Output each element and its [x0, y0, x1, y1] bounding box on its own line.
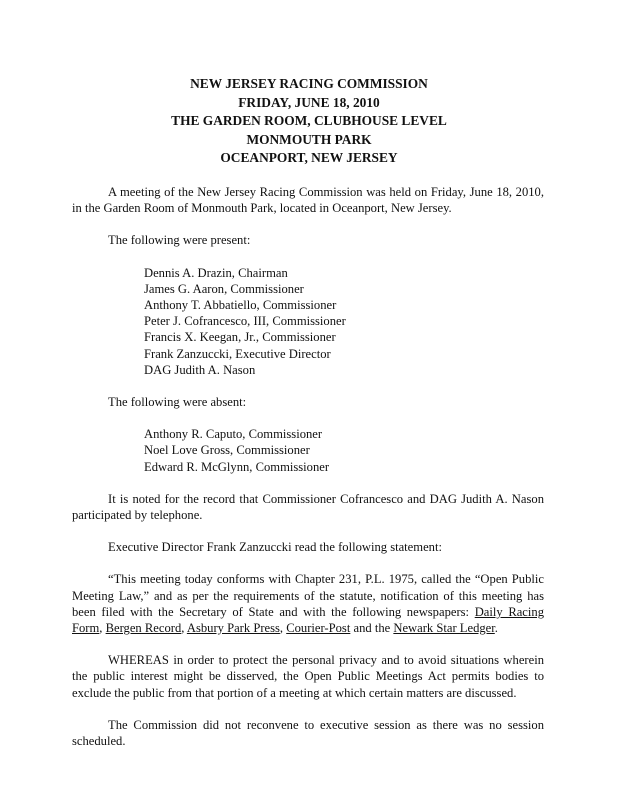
- header-line-room: THE GARDEN ROOM, CLUBHOUSE LEVEL: [171, 113, 447, 128]
- header-line-location: OCEANPORT, NEW JERSEY: [220, 150, 398, 165]
- list-item: DAG Judith A. Nason: [144, 362, 256, 377]
- newspaper-courier-post: Courier-Post: [286, 621, 351, 636]
- list-item: Frank Zanzuccki, Executive Director: [144, 346, 331, 361]
- newspaper-daily-racing-form: Daily Racing Form: [72, 604, 544, 636]
- statement-intro: Executive Director Frank Zanzuccki read the following statement:: [108, 540, 442, 555]
- document-body: [72, 184, 544, 749]
- absent-heading: The following were absent:: [108, 395, 247, 410]
- separator: ,: [181, 621, 187, 636]
- list-item: Peter J. Cofrancesco, III, Commissioner: [144, 314, 346, 329]
- list-item: Anthony R. Caputo, Commissioner: [144, 427, 323, 442]
- list-item: Noel Love Gross, Commissioner: [144, 443, 310, 458]
- present-heading: The following were present:: [108, 233, 251, 248]
- header-line-venue: MONMOUTH PARK: [246, 131, 372, 147]
- header-line-date: FRIDAY, JUNE 18, 2010: [238, 94, 380, 110]
- separator: ,: [99, 621, 106, 636]
- newspaper-asbury-park-press: Asbury Park Press: [186, 621, 280, 636]
- present-list: [72, 265, 544, 378]
- statement-paragraph: [72, 571, 544, 636]
- period: .: [494, 621, 498, 636]
- header-line-organization: NEW JERSEY RACING COMMISSION: [190, 76, 428, 91]
- separator: ,: [279, 621, 287, 636]
- intro-paragraph: A meeting of the New Jersey Racing Commission was held on Friday, June 18, 2010, in the Garden Room of Monmouth Park, located in Oceanport, New Jersey.: [72, 185, 544, 216]
- telephone-note-paragraph: It is noted for the record that Commissioner Cofrancesco and DAG Judith A. Nason participated by telephone.: [72, 491, 544, 523]
- newspaper-newark-star-ledger: Newark Star Ledger: [393, 621, 495, 636]
- list-item: Anthony T. Abbatiello, Commissioner: [144, 298, 337, 313]
- list-item: Francis X. Keegan, Jr., Commissioner: [144, 330, 336, 345]
- separator: and the: [350, 621, 394, 636]
- list-item: Edward R. McGlynn, Commissioner: [144, 459, 330, 474]
- list-item: James G. Aaron, Commissioner: [144, 281, 304, 296]
- document-header: [0, 75, 618, 168]
- absent-list: [72, 426, 544, 475]
- newspaper-bergen-record: Bergen Record: [105, 621, 182, 636]
- list-item: Dennis A. Drazin, Chairman: [144, 265, 288, 280]
- whereas-paragraph: WHEREAS in order to protect the personal privacy and to avoid situations wherein the public interest might be disserved, the Open Public Meetings Act permits bodies to exclude the public from that portion of a meeting at which certain matters are discussed.: [72, 653, 544, 700]
- statement-text: “This meeting today conforms with Chapter 231, P.L. 1975, called the “Open Public Meeting Law,” and as per the requirements of the statute, notification of this meeting has been filed with the Secretary of State and with the following newspapers:: [72, 572, 544, 619]
- closing-paragraph: The Commission did not reconvene to executive session as there was no session scheduled.: [72, 717, 544, 749]
